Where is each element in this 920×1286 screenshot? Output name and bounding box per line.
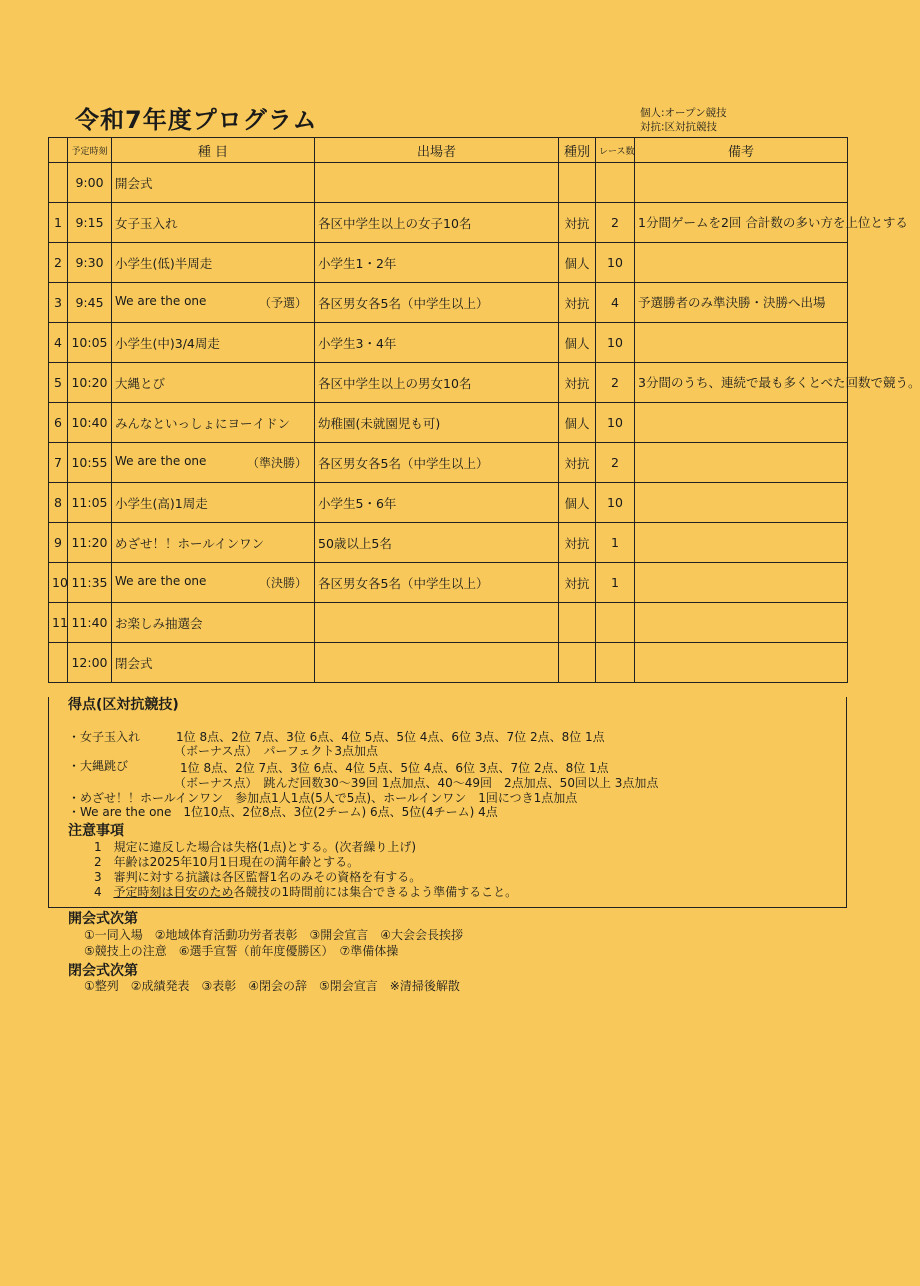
row-participants: 各区男女各5名（中学生以上） <box>315 563 559 603</box>
table-row <box>49 603 848 643</box>
scoring-nawa-points: 1位 8点、2位 7点、3位 6点、4位 5点、5位 4点、6位 3点、7位 2点、8位 1点 <box>180 761 609 775</box>
scoring-nawa-label: ・大縄跳び <box>68 759 129 773</box>
opening-heading: 開会式次第 <box>68 911 138 927</box>
row-event-name: We are the one <box>115 294 207 308</box>
row-event <box>112 163 315 203</box>
row-time: 12:00 <box>68 643 112 683</box>
scoring-hole: ・めざせ！！ホールインワン 参加点1人1点(5人で5点)、ホールインワン 1回につき1点加点 <box>68 791 578 805</box>
row-time: 11:05 <box>68 483 112 523</box>
row-event <box>112 483 315 523</box>
row-races: 10 <box>596 483 635 523</box>
header-event: 種 目 <box>112 138 315 163</box>
row-time: 11:40 <box>68 603 112 643</box>
row-note <box>635 523 848 563</box>
row-type: 対抗 <box>559 203 596 243</box>
header-participants: 出場者 <box>315 138 559 163</box>
row-note <box>635 563 848 603</box>
row-time: 9:30 <box>68 243 112 283</box>
row-event <box>112 563 315 603</box>
table-row <box>49 163 848 203</box>
row-event-stage: （予選） <box>258 296 307 310</box>
row-type <box>559 163 596 203</box>
row-note <box>635 403 848 443</box>
row-number: 9 <box>49 523 68 563</box>
row-event <box>112 443 315 483</box>
row-event-name: みんなといっしょにヨーイドン <box>115 415 291 431</box>
row-races: 2 <box>596 443 635 483</box>
row-races: 1 <box>596 563 635 603</box>
row-type: 対抗 <box>559 363 596 403</box>
table-row <box>49 483 848 523</box>
row-event-name: We are the one <box>115 454 207 468</box>
row-event-stage: （決勝） <box>258 576 307 590</box>
scoring-tama-label: ・女子玉入れ <box>68 730 141 744</box>
table-row <box>49 243 848 283</box>
row-time: 11:20 <box>68 523 112 563</box>
row-note <box>635 443 848 483</box>
row-participants: 小学生3・4年 <box>315 323 559 363</box>
table-row <box>49 523 848 563</box>
row-type: 個人 <box>559 243 596 283</box>
row-time: 10:55 <box>68 443 112 483</box>
row-participants <box>315 603 559 643</box>
row-type: 個人 <box>559 403 596 443</box>
table-row <box>49 283 848 323</box>
closing-line-1: ①整列 ②成績発表 ③表彰 ④閉会の辞 ⑤閉会宣言 ※清掃後解散 <box>84 979 460 993</box>
row-event-name: 閉会式 <box>115 655 153 671</box>
row-number: 5 <box>49 363 68 403</box>
row-event-name: We are the one <box>115 574 207 588</box>
table-row <box>49 443 848 483</box>
caution-item-4 <box>94 883 517 900</box>
legend-team: 対抗:区対抗競技 <box>640 121 718 133</box>
row-event <box>112 243 315 283</box>
row-event-name: 開会式 <box>115 175 153 191</box>
row-note: 3分間のうち、連続で最も多くとべた回数で競う。 <box>635 363 848 403</box>
row-number: 8 <box>49 483 68 523</box>
row-note <box>635 483 848 523</box>
table-header-row <box>49 138 848 163</box>
program-table <box>48 137 920 683</box>
header-no <box>49 138 68 163</box>
row-note: 1分間ゲームを2回 合計数の多い方を上位とする <box>635 203 848 243</box>
row-time: 9:00 <box>68 163 112 203</box>
header-notes: 備考 <box>635 138 848 163</box>
row-type: 対抗 <box>559 283 596 323</box>
row-number: 6 <box>49 403 68 443</box>
row-note <box>635 243 848 283</box>
row-participants: 幼稚園(未就園児も可) <box>315 403 559 443</box>
row-time: 9:15 <box>68 203 112 243</box>
row-races: 10 <box>596 323 635 363</box>
scoring-tama-points: 1位 8点、2位 7点、3位 6点、4位 5点、5位 4点、6位 3点、7位 2点、8位 1点 <box>176 730 605 744</box>
row-event-name: 小学生(高)1周走 <box>115 495 208 511</box>
scoring-wearetheone: ・We are the one 1位10点、2位8点、3位(2チーム) 6点、5位(4チーム) 4点 <box>68 805 498 819</box>
row-number <box>49 643 68 683</box>
row-races: 10 <box>596 243 635 283</box>
row-type: 個人 <box>559 483 596 523</box>
scoring-tama-bonus: （ボーナス点） パーフェクト3点加点 <box>174 744 378 758</box>
row-participants <box>315 163 559 203</box>
caution-item-4-underlined: 予定時刻は目安のため <box>113 885 234 899</box>
closing-heading: 閉会式次第 <box>68 963 138 979</box>
row-participants <box>315 643 559 683</box>
table-row <box>49 363 848 403</box>
row-races: 2 <box>596 203 635 243</box>
row-event-name: お楽しみ抽選会 <box>115 615 203 631</box>
caution-item-1: 1 規定に違反した場合は失格(1点)とする。(次者繰り上げ) <box>94 840 416 854</box>
row-number: 1 <box>49 203 68 243</box>
table-row <box>49 563 848 603</box>
row-event-name: 小学生(低)半周走 <box>115 255 213 271</box>
scoring-heading: 得点(区対抗競技) <box>68 697 179 713</box>
row-time: 10:40 <box>68 403 112 443</box>
row-event <box>112 523 315 563</box>
row-event <box>112 603 315 643</box>
row-participants: 各区中学生以上の女子10名 <box>315 203 559 243</box>
page-title: 令和7年度プログラム <box>75 106 318 134</box>
row-number <box>49 163 68 203</box>
row-event <box>112 283 315 323</box>
row-event <box>112 363 315 403</box>
row-races <box>596 603 635 643</box>
row-time: 10:05 <box>68 323 112 363</box>
row-note: 予選勝者のみ準決勝・決勝へ出場 <box>635 283 848 323</box>
row-time: 10:20 <box>68 363 112 403</box>
row-event-name: 大縄とび <box>115 375 166 391</box>
row-note <box>635 603 848 643</box>
row-races <box>596 643 635 683</box>
row-participants: 各区中学生以上の男女10名 <box>315 363 559 403</box>
row-type <box>559 603 596 643</box>
header-races: レース数 <box>596 138 635 163</box>
row-number: 2 <box>49 243 68 283</box>
caution-item-3: 3 審判に対する抗議は各区監督1名のみその資格を有する。 <box>94 870 422 884</box>
row-participants: 各区男女各5名（中学生以上） <box>315 283 559 323</box>
row-number: 3 <box>49 283 68 323</box>
row-type: 対抗 <box>559 523 596 563</box>
caution-item-4-rest: 各競技の1時間前には集合できるよう準備すること。 <box>233 885 518 899</box>
legend-individual: 個人:オープン競技 <box>640 107 727 119</box>
row-event-name: 小学生(中)3/4周走 <box>115 335 220 351</box>
type-legend <box>640 106 727 134</box>
row-participants: 各区男女各5名（中学生以上） <box>315 443 559 483</box>
row-event-name: めざせ！！ホールインワン <box>115 535 265 551</box>
row-races: 2 <box>596 363 635 403</box>
row-type: 対抗 <box>559 563 596 603</box>
row-event <box>112 203 315 243</box>
caution-item-2: 2 年齢は2025年10月1日現在の満年齢とする。 <box>94 855 360 869</box>
row-type: 個人 <box>559 323 596 363</box>
row-event-stage: （準決勝） <box>246 456 307 470</box>
header-time: 予定時刻 <box>68 138 112 163</box>
row-races: 4 <box>596 283 635 323</box>
row-races: 1 <box>596 523 635 563</box>
program-body <box>49 163 920 683</box>
row-event-name: 女子玉入れ <box>115 215 178 231</box>
row-note <box>635 323 848 363</box>
row-participants: 小学生5・6年 <box>315 483 559 523</box>
row-races <box>596 163 635 203</box>
row-type: 対抗 <box>559 443 596 483</box>
row-note <box>635 643 848 683</box>
scoring-nawa-bonus: （ボーナス点） 跳んだ回数30～39回 1点加点、40～49回 2点加点、50回以上 3点加点 <box>174 776 659 790</box>
cautions-heading: 注意事項 <box>68 823 124 839</box>
table-row <box>49 203 848 243</box>
row-note <box>635 163 848 203</box>
opening-line-2: ⑤競技上の注意 ⑥選手宣誓（前年度優勝区） ⑦準備体操 <box>84 944 399 958</box>
table-row <box>49 323 848 363</box>
row-type <box>559 643 596 683</box>
row-races: 10 <box>596 403 635 443</box>
row-event <box>112 643 315 683</box>
row-event <box>112 403 315 443</box>
opening-line-1: ①一同入場 ②地域体育活動功労者表彰 ③開会宣言 ④大会会長挨拶 <box>84 928 464 942</box>
row-participants: 小学生1・2年 <box>315 243 559 283</box>
row-number: 10 <box>49 563 68 603</box>
row-number: 7 <box>49 443 68 483</box>
row-event <box>112 323 315 363</box>
row-time: 11:35 <box>68 563 112 603</box>
row-number: 4 <box>49 323 68 363</box>
table-row <box>49 643 848 683</box>
row-time: 9:45 <box>68 283 112 323</box>
table-row <box>49 403 848 443</box>
header-type: 種別 <box>559 138 596 163</box>
caution-item-4-num: 4 <box>94 885 102 899</box>
row-number: 11 <box>49 603 68 643</box>
row-participants: 50歳以上5名 <box>315 523 559 563</box>
